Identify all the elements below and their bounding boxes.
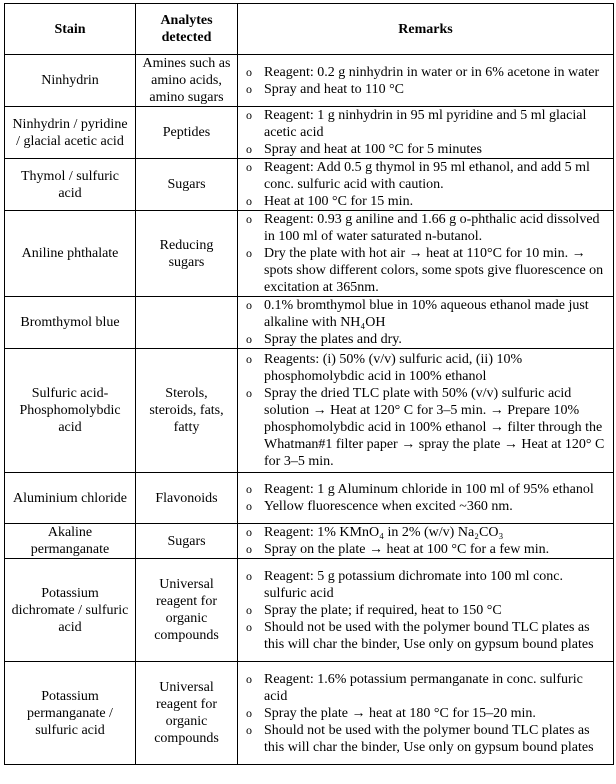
bullet-icon: o [246,298,252,312]
bullet-icon: o [246,332,252,346]
remarks-cell [238,55,614,107]
remarks-cell [238,107,614,159]
bullet-icon: o [246,246,252,260]
bullet-icon: o [246,81,252,96]
stain-cell: Ninhydrin [5,55,136,107]
remarks-cell [238,473,614,524]
bullet-icon: o [246,142,252,156]
remarks-cell [238,297,614,349]
stain-table [4,3,614,765]
header-analytes: Analytes detected [136,4,238,55]
remark-text: Reagents: (i) 50% (v/v) sulfuric acid, (ii) 10% phosphomolybdic acid in 100% ethanol [264,352,523,384]
table-body [5,55,614,765]
stain-cell: Ninhydrin / pyridine / glacial acetic acid [5,107,136,159]
analytes-cell: Flavonoids [136,473,238,524]
list-item [242,141,609,158]
stain-cell: Potassium dichromate / sulfuric acid [5,559,136,662]
bullet-icon: o [246,602,252,617]
remarks-cell [238,159,614,211]
table-row [5,211,614,297]
list-item [242,671,609,705]
table-row [5,55,614,107]
analytes-cell: Sugars [136,159,238,211]
stain-cell: Aniline phthalate [5,211,136,297]
stain-cell: Aluminium chloride [5,473,136,524]
remarks-list [242,107,609,158]
remarks-cell [238,559,614,662]
list-item [242,107,609,141]
remark-text: Reagent: 0.93 g aniline and 1.66 g o-phthalic acid dissolved in 100 ml of water saturated n-butanol. [264,212,600,244]
list-item [242,351,609,385]
list-item [242,524,609,541]
remark-text: Spray the dried TLC plate with 50% (v/v) sulfuric acid solution → Heat at 120° C for 3–5 min. → Prepare 10% phosphomolybdic acid in 100% ethanol → filter through the Whatman#1 filter paper → spray the plate → Heat at 120° C for 3–5 min. [264,386,605,469]
bullet-icon: o [246,542,252,556]
bullet-icon: o [246,212,252,226]
list-item [242,568,609,602]
table-row [5,159,614,211]
remark-text: Dry the plate with hot air → heat at 110°C for 10 min. → spots show different colors, some spots give fluorescence on excitation at 365nm. [264,246,604,295]
bullet-icon: o [246,671,252,686]
remark-text: Should not be used with the polymer bound TLC plates as this will char the binder, Use only on gypsum bound plates [264,722,594,755]
remark-text: Reagent: 0.2 g ninhydrin in water or in 6% acetone in water [264,64,600,80]
analytes-cell: Sugars [136,524,238,559]
remarks-list [242,671,609,756]
remark-text: Heat at 100 °C for 15 min. [264,194,414,209]
stain-cell: Thymol / sulfuric acid [5,159,136,211]
bullet-icon: o [246,108,252,122]
list-item [242,619,609,653]
remark-text: Reagent: 1 g Aluminum chloride in 100 ml of 95% ethanol [264,482,594,497]
list-item [242,245,609,296]
list-item [242,297,609,331]
header-remarks: Remarks [238,4,614,55]
list-item [242,722,609,756]
remarks-list [242,351,609,470]
remark-text: Spray the plate; if required, heat to 150 °C [264,602,502,618]
remark-text: Spray the plates and dry. [264,332,402,347]
bullet-icon: o [246,194,252,208]
bullet-icon: o [246,568,252,583]
remark-text: Spray and heat to 110 °C [264,81,404,97]
list-item [242,81,609,98]
remark-text: Spray the plate → heat at 180 °C for 15–20 min. [264,705,536,721]
list-item [242,64,609,81]
header-row [5,4,614,55]
stain-cell: Sulfuric acid-Phosphomolybdic acid [5,349,136,473]
bullet-icon: o [246,386,252,400]
remark-text: Spray and heat at 100 °C for 5 minutes [264,142,482,157]
remark-text: Reagent: 5 g potassium dichromate into 100 ml conc. sulfuric acid [264,568,563,601]
analytes-cell: Sterols, steroids, fats, fatty [136,349,238,473]
remark-text: Yellow fluorescence when excited ~360 nm. [264,499,513,514]
bullet-icon: o [246,722,252,737]
table-row [5,297,614,349]
table-row [5,107,614,159]
list-item [242,159,609,193]
remark-text: Reagent: Add 0.5 g thymol in 95 ml ethanol, and add 5 ml conc. sulfuric acid with caution. [264,160,590,192]
remarks-list [242,297,609,348]
bullet-icon: o [246,499,252,513]
remark-text: Spray on the plate → heat at 100 °C for a few min. [264,542,550,557]
table-row [5,662,614,765]
remarks-list [242,524,609,558]
remarks-cell [238,349,614,473]
remarks-list [242,481,609,515]
analytes-cell: Universal reagent for organic compounds [136,662,238,765]
header-stain: Stain [5,4,136,55]
list-item [242,705,609,722]
stain-cell: Akaline permanganate [5,524,136,559]
list-item [242,541,609,558]
list-item [242,211,609,245]
remarks-list [242,159,609,210]
remarks-list [242,64,609,98]
table-row [5,473,614,524]
bullet-icon: o [246,705,252,720]
bullet-icon: o [246,352,252,366]
remarks-cell [238,211,614,297]
analytes-cell: Amines such as amino acids, amino sugars [136,55,238,107]
table-row [5,524,614,559]
bullet-icon: o [246,619,252,634]
list-item [242,331,609,348]
list-item [242,498,609,515]
remark-text: Reagent: 1.6% potassium permanganate in conc. sulfuric acid [264,671,583,704]
remarks-cell [238,524,614,559]
table-row [5,349,614,473]
remarks-cell [238,662,614,765]
remark-text: 0.1% bromthymol blue in 10% aqueous ethanol made just alkaline with NH₄OH [264,298,589,330]
analytes-cell: Reducing sugars [136,211,238,297]
remark-text: Should not be used with the polymer bound TLC plates as this will char the binder, Use only on gypsum bound plates [264,619,594,652]
analytes-cell: Peptides [136,107,238,159]
bullet-icon: o [246,525,252,539]
remark-text: Reagent: 1% KMnO₄ in 2% (w/v) Na₂CO₃ [264,525,504,540]
remarks-list [242,568,609,653]
remark-text: Reagent: 1 g ninhydrin in 95 ml pyridine and 5 ml glacial acetic acid [264,108,587,140]
stain-cell: Bromthymol blue [5,297,136,349]
bullet-icon: o [246,64,252,79]
analytes-cell [136,297,238,349]
list-item [242,385,609,470]
analytes-cell: Universal reagent for organic compounds [136,559,238,662]
bullet-icon: o [246,160,252,174]
remarks-list [242,211,609,296]
bullet-icon: o [246,482,252,496]
list-item [242,602,609,619]
table-row [5,559,614,662]
stain-cell: Potassium permanganate / sulfuric acid [5,662,136,765]
list-item [242,481,609,498]
list-item [242,193,609,210]
